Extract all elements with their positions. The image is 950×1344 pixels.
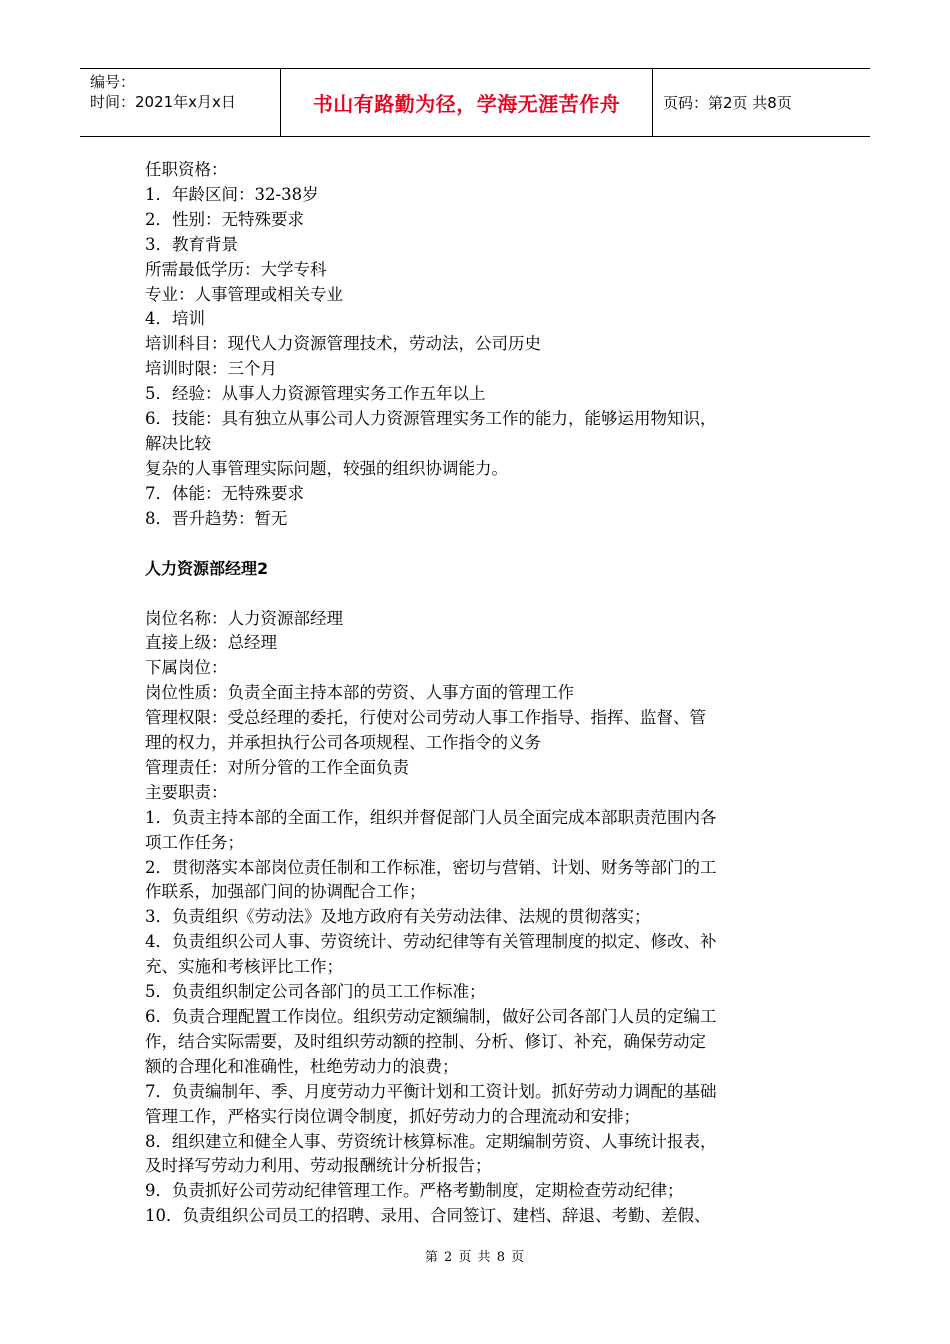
body-line: 管理责任：对所分管的工作全面负责: [145, 757, 409, 777]
body-line: 8．组织建立和健全人事、劳资统计核算标准。定期编制劳资、人事统计报表，: [145, 1131, 717, 1151]
body-line: 3．负责组织《劳动法》及地方政府有关劳动法律、法规的贯彻落实；: [145, 907, 651, 927]
body-line: 1．负责主持本部的全面工作，组织并督促部门人员全面完成本部职责范围内各: [145, 807, 717, 827]
page-header: [80, 68, 870, 137]
body-line: 任职资格：: [145, 160, 228, 179]
body-line: 岗位性质：负责全面主持本部的劳资、人事方面的管理工作: [145, 683, 574, 703]
body-line: 及时择写劳动力利用、劳动报酬统计分析报告；: [145, 1156, 492, 1176]
section-title: 人力资源部经理2: [145, 558, 269, 578]
body-line: 6．负责合理配置工作岗位。组织劳动定额编制，做好公司各部门人员的定编工: [145, 1007, 717, 1026]
body-line: 所需最低学历：大学专科: [145, 259, 327, 279]
body-line: 7．负责编制年、季、月度劳动力平衡计划和工资计划。抓好劳动力调配的基础: [145, 1081, 717, 1101]
qualifications-block: [145, 158, 810, 532]
body-line: 2．性别：无特殊要求: [145, 209, 304, 229]
header-meta-cell: [80, 69, 281, 136]
body-line: 6．技能：具有独立从事公司人力资源管理实务工作的能力，能够运用物知识，: [145, 409, 717, 429]
body-line: 作联系，加强部门间的协调配合工作；: [145, 882, 426, 902]
body-line: 解决比较: [145, 433, 211, 453]
document-body: [145, 158, 810, 1229]
body-line: 4．负责组织公司人事、劳资统计、劳动纪律等有关管理制度的拟定、修改、补: [145, 932, 717, 952]
document-number-label: 编号：: [90, 73, 136, 91]
document-date-label: 时间：2021年x月x日: [90, 93, 236, 111]
body-line: 主要职责：: [145, 782, 228, 802]
body-line: 专业：人事管理或相关专业: [145, 284, 343, 304]
body-line: 10．负责组织公司员工的招聘、录用、合同签订、建档、辞退、考勤、差假、: [145, 1206, 711, 1226]
body-line: 直接上级：总经理: [145, 633, 277, 653]
header-motto: 书山有路勤为径，学海无涯苦作舟: [281, 69, 653, 136]
body-line: 8．晋升趋势：暂无: [145, 508, 288, 528]
body-line: 1．年龄区间：32-38岁: [145, 184, 319, 204]
job-description-block: [145, 607, 810, 1230]
body-line: 额的合理化和准确性，杜绝劳动力的浪费；: [145, 1056, 459, 1076]
body-line: 管理工作，严格实行岗位调令制度，抓好劳动力的合理流动和安排；: [145, 1106, 640, 1126]
body-line: 理的权力，并承担执行公司各项规程、工作指令的义务: [145, 733, 541, 753]
body-line: 3．教育背景: [145, 234, 238, 254]
body-line: 5．经验：从事人力资源管理实务工作五年以上: [145, 384, 486, 404]
body-line: 5．负责组织制定公司各部门的员工工作标准；: [145, 982, 486, 1002]
body-line: 充、实施和考核评比工作；: [145, 957, 343, 977]
header-page-number: 页码：第2页 共8页: [663, 94, 792, 112]
body-line: 培训时限：三个月: [145, 359, 277, 379]
body-line: 培训科目：现代人力资源管理技术，劳动法，公司历史: [145, 334, 541, 354]
body-line: 复杂的人事管理实际问题，较强的组织协调能力。: [145, 458, 508, 478]
body-line: 管理权限：受总经理的委托，行使对公司劳动人事工作指导、指挥、监督、管: [145, 708, 706, 728]
body-line: 4．培训: [145, 309, 205, 329]
body-line: 下属岗位：: [145, 658, 228, 678]
body-line: 2．贯彻落实本部岗位责任制和工作标准，密切与营销、计划、财务等部门的工: [145, 857, 717, 877]
body-line: 作，结合实际需要，及时组织劳动额的控制、分析、修订、补充，确保劳动定: [145, 1031, 706, 1051]
body-line: 岗位名称：人力资源部经理: [145, 608, 343, 628]
body-line: 项工作任务；: [145, 832, 244, 852]
body-line: 7．体能：无特殊要求: [145, 483, 304, 503]
page-footer: 第 2 页 共 8 页: [424, 1250, 526, 1265]
body-line: 9．负责抓好公司劳动纪律管理工作。严格考勤制度，定期检查劳动纪律；: [145, 1181, 684, 1201]
